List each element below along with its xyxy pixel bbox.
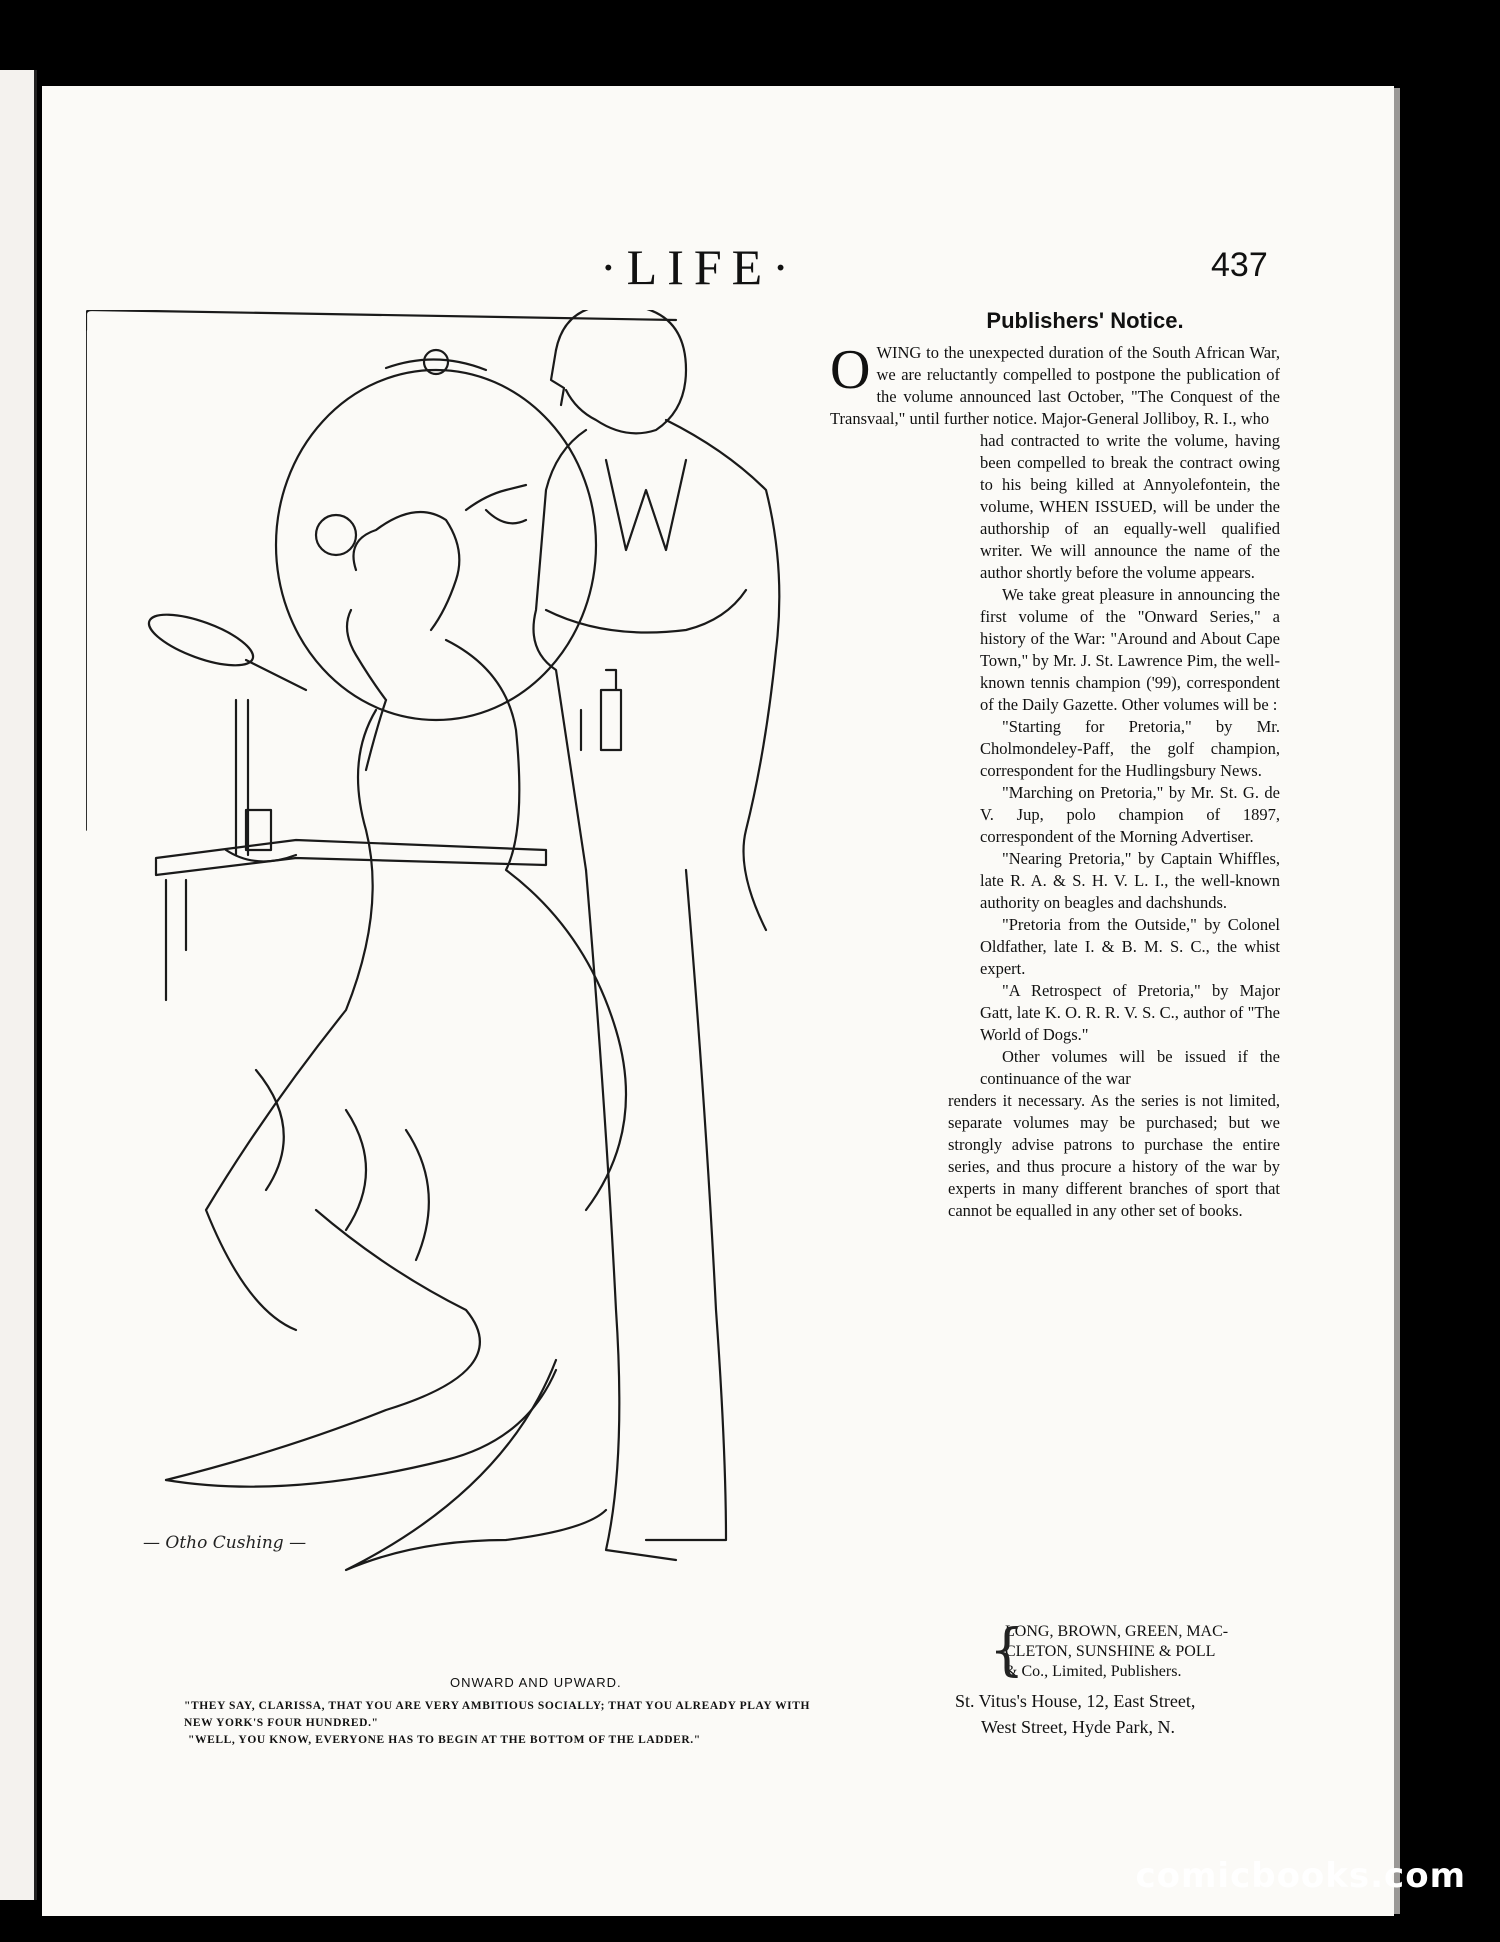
notice-body (830, 339, 1280, 1222)
publishers-notice (830, 308, 1280, 1222)
woman-hair (354, 512, 460, 630)
caption-title: ONWARD AND UPWARD. (450, 1675, 622, 1690)
publisher-line-2: CLETON, SUNSHINE & POLL (1005, 1643, 1216, 1660)
cigarette (466, 485, 526, 510)
notice-p1-lead: WING to the unexpected duration of the South African War, we are reluctantly compelled to postpone the publication of the volume announced last October, "The Conquest of the Transvaal," until further notice. Major-General Jolliboy, R. I., who (830, 343, 1280, 428)
page-number: 437 (1211, 246, 1268, 284)
publisher-line-3: & Co., Limited, Publishers. (1005, 1663, 1182, 1680)
notice-paragraph-1 (830, 339, 1280, 430)
caption-line-2: NEW YORK'S FOUR HUNDRED." (184, 1717, 379, 1729)
man-coat (534, 430, 587, 870)
masthead-title: ·LIFE· (600, 239, 799, 295)
site-watermark: comicbooks.com (1135, 1856, 1466, 1896)
signature-text: Otho Cushing (165, 1533, 284, 1553)
notice-p1-rest: had contracted to write the volume, having been compelled to break the contract owing to his being killed at Annyolefontein, the volume, WHEN ISSUED, will be under the authorship of an equally-well qualified writer. We will announce the name of the author shortly before the volume appears. (980, 431, 1280, 582)
notice-paragraph-7: "A Retrospect of Pretoria," by Major Gatt, late K. O. R. R. V. S. C., author of "The World of Dogs." (980, 981, 1280, 1044)
notice-paragraph-3: "Starting for Pretoria," by Mr. Cholmondeley-Paff, the golf champion, correspondent for the Hudlingsbury News. (980, 717, 1280, 780)
caption-line-3: "WELL, YOU KNOW, EVERYONE HAS TO BEGIN AT THE BOTTOM OF THE LADDER." (188, 1734, 701, 1746)
address-line-1: St. Vitus's House, 12, East Street, (955, 1691, 1196, 1711)
caption-dialogue (184, 1698, 916, 1749)
man-legs (586, 870, 676, 1560)
artist-signature: — Otho Cushing — (143, 1533, 307, 1553)
publisher-line-1: LONG, BROWN, GREEN, MAC- (1005, 1623, 1229, 1640)
address-line-2: West Street, Hyde Park, N. (981, 1717, 1176, 1737)
notice-title: Publishers' Notice. (986, 308, 1184, 333)
caption-line-1: "THEY SAY, CLARISSA, THAT YOU ARE VERY AMBITIOUS SOCIALLY; THAT YOU ALREADY PLAY WITH (184, 1700, 811, 1712)
notice-paragraph-8b: renders it necessary. As the series is not limited, separate volumes may be purchased; but we strongly advise patrons to purchase the entire series, and thus procure a history of the war by experts in many different branches of sport that cannot be equalled in any other set of books. (948, 1091, 1280, 1220)
man-waistcoat (606, 460, 686, 550)
brace-glyph: { (989, 1618, 1025, 1683)
hand-mirror (143, 604, 259, 675)
notice-paragraph-4: "Marching on Pretoria," by Mr. St. G. de V. Jup, polo champion of 1897, correspondent of the Morning Advertiser. (980, 783, 1280, 846)
notice-paragraph-5: "Nearing Pretoria," by Captain Whiffles, late R. A. & S. H. V. L. I., the well-known authority on beagles and dachshunds. (980, 849, 1280, 912)
page-edge (1394, 88, 1400, 1914)
drop-cap: O (830, 339, 871, 401)
publisher-credit (989, 1618, 1229, 1683)
publisher-address (955, 1688, 1195, 1740)
frame-line (86, 310, 676, 330)
notice-paragraph-6: "Pretoria from the Outside," by Colonel Oldfather, late I. & B. M. S. C., the whist expert. (980, 915, 1280, 978)
dress-train (346, 1360, 606, 1570)
notice-paragraph-8a: Other volumes will be issued if the continuance of the war (980, 1047, 1280, 1088)
man-head (556, 310, 686, 433)
powder-puff (316, 515, 356, 555)
mirror-frame (276, 370, 596, 720)
facing-page-edge (0, 70, 37, 1900)
vanity-table (156, 840, 546, 875)
notice-paragraph-2: We take great pleasure in announcing the first volume of the "Onward Series," a history of the War: "Around and About Cape Town," by Mr. J. St. Lawrence Pim, the well-known tennis champion ('99), correspondent of the Daily Gazette. Other volumes will be : (980, 585, 1280, 714)
